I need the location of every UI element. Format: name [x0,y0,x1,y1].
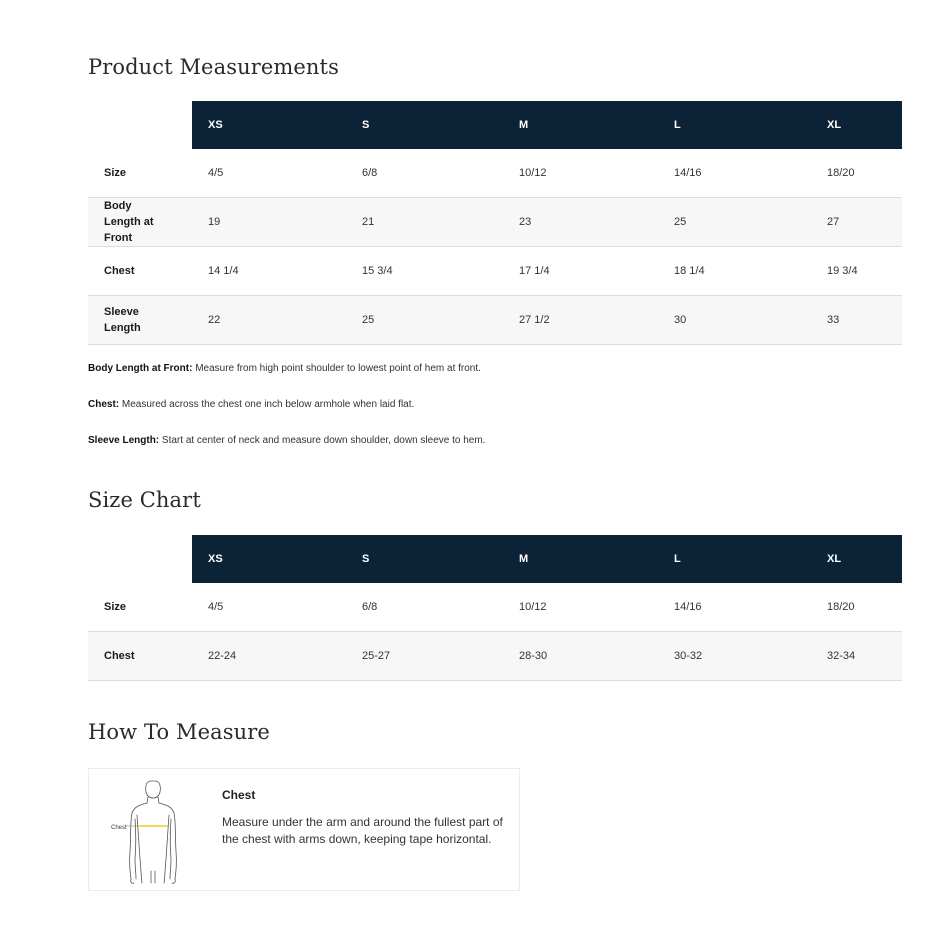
table-cell: 4/5 [192,149,346,198]
header-cell-xl: XL [811,535,902,583]
note-text: Measure from high point shoulder to lowest point of hem at front. [192,363,481,374]
row-label: Chest [88,247,192,296]
row-label: Body Length at Front [88,198,192,247]
table-cell: 18/20 [811,149,902,198]
table-cell: 27 1/2 [503,296,658,345]
table-cell: 14/16 [658,149,811,198]
measure-card-description: Measure under the arm and around the fullest part of the chest with arms down, keeping tape horizontal. [222,815,503,846]
header-cell-s: S [346,101,503,149]
header-cell-xs: XS [192,535,346,583]
table-header-row [88,535,902,583]
row-label: Size [88,583,192,632]
table-cell: 25 [346,296,503,345]
table-cell: 19 [192,198,346,247]
table-cell: 10/12 [503,583,658,632]
size-chart-table [88,535,902,681]
table-cell: 22-24 [192,632,346,681]
table-cell: 30-32 [658,632,811,681]
table-cell: 33 [811,296,902,345]
product-measurements-title: Product Measurements [88,55,339,79]
body-outline-chest-icon [101,775,205,887]
table-cell: 25 [658,198,811,247]
header-cell-m: M [503,535,658,583]
note-term: Body Length at Front: [88,363,193,374]
row-label: Size [88,149,192,198]
note-text: Start at center of neck and measure down shoulder, down sleeve to hem. [159,435,486,446]
table-row [88,296,902,345]
note-term: Sleeve Length: [88,435,160,446]
header-cell-xs: XS [192,101,346,149]
table-cell: 18 1/4 [658,247,811,296]
table-header-row [88,101,902,149]
note-term: Chest: [88,399,120,410]
table-cell: 4/5 [192,583,346,632]
table-row [88,149,902,198]
table-cell: 19 3/4 [811,247,902,296]
body-figure-svg [101,775,205,887]
measure-card-title: Chest [222,788,256,802]
table-cell: 18/20 [811,583,902,632]
note-sleeve-length [88,435,485,446]
table-cell: 17 1/4 [503,247,658,296]
header-cell-m: M [503,101,658,149]
figure-label: Chest [111,825,127,831]
header-blank-cell [88,101,192,149]
table-cell: 6/8 [346,149,503,198]
table-row [88,632,902,681]
table-cell: 32-34 [811,632,902,681]
row-label: Sleeve Length [88,296,192,345]
table-cell: 23 [503,198,658,247]
table-cell: 14 1/4 [192,247,346,296]
table-cell: 21 [346,198,503,247]
header-cell-s: S [346,535,503,583]
header-cell-xl: XL [811,101,902,149]
product-measurements-table [88,101,902,345]
table-cell: 22 [192,296,346,345]
table-cell: 30 [658,296,811,345]
table-cell: 10/12 [503,149,658,198]
table-cell: 27 [811,198,902,247]
table-cell: 28-30 [503,632,658,681]
table-row [88,583,902,632]
table-row [88,247,902,296]
table-row [88,198,902,247]
table-cell: 6/8 [346,583,503,632]
measure-card-chest [88,768,520,891]
size-chart-title: Size Chart [88,488,201,512]
how-to-measure-title: How To Measure [88,720,270,744]
note-text: Measured across the chest one inch below armhole when laid flat. [119,399,415,410]
header-cell-l: L [658,101,811,149]
row-label: Chest [88,632,192,681]
table-cell: 15 3/4 [346,247,503,296]
table-cell: 14/16 [658,583,811,632]
header-blank-cell [88,535,192,583]
note-chest [88,399,414,410]
table-cell: 25-27 [346,632,503,681]
header-cell-l: L [658,535,811,583]
note-body-length [88,363,481,374]
